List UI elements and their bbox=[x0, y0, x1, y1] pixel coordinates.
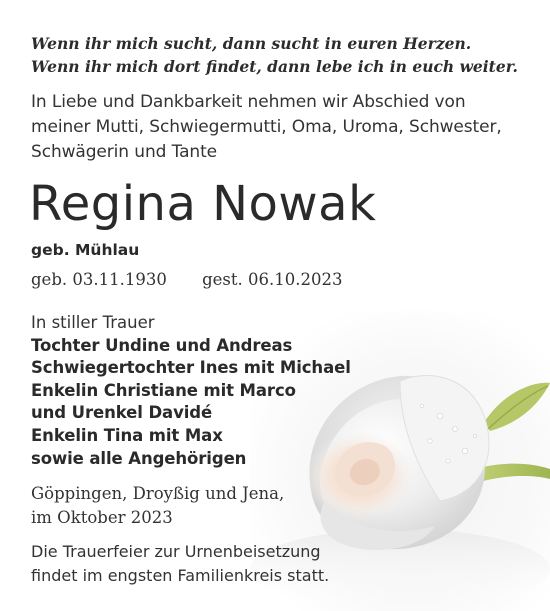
motto-line: Wenn ihr mich sucht, dann sucht in euren Herzen. bbox=[31, 34, 472, 53]
funeral-line: findet im engsten Familienkreis statt. bbox=[31, 566, 330, 585]
funeral-line: Die Trauerfeier zur Urnenbeisetzung bbox=[31, 542, 321, 561]
mourning-lead: In stiller Trauer bbox=[31, 313, 155, 332]
intro-text bbox=[31, 90, 502, 165]
place-line: Göppingen, Droyßig und Jena, bbox=[31, 484, 285, 503]
mourner-entry: Schwiegertochter Ines mit Michael bbox=[31, 358, 351, 378]
mourner-entry: und Urenkel Davidé bbox=[31, 403, 213, 423]
mourner-entry: sowie alle Angehörigen bbox=[31, 448, 247, 468]
intro-line: Schwägerin und Tante bbox=[31, 142, 218, 162]
deceased-name: Regina Nowak bbox=[29, 176, 377, 232]
place-and-date bbox=[31, 482, 284, 530]
mourner-entry: Enkelin Christiane mit Marco bbox=[31, 380, 296, 400]
date-line: im Oktober 2023 bbox=[31, 508, 173, 527]
maiden-name: geb. Mühlau bbox=[31, 241, 140, 259]
death-date: gest. 06.10.2023 bbox=[202, 270, 343, 289]
funeral-note bbox=[31, 540, 329, 588]
mourner-entry: Tochter Undine und Andreas bbox=[31, 335, 293, 355]
memorial-motto bbox=[31, 32, 518, 78]
motto-line: Wenn ihr mich dort findet, dann lebe ich in euch weiter. bbox=[31, 57, 518, 76]
intro-line: meiner Mutti, Schwiegermutti, Oma, Uroma, Schwester, bbox=[31, 117, 502, 137]
mourner-entry: Enkelin Tina mit Max bbox=[31, 425, 223, 445]
life-dates bbox=[31, 270, 343, 289]
mourners-list bbox=[31, 312, 351, 470]
intro-line: In Liebe und Dankbarkeit nehmen wir Abschied von bbox=[31, 92, 466, 112]
birth-date: geb. 03.11.1930 bbox=[31, 270, 167, 289]
